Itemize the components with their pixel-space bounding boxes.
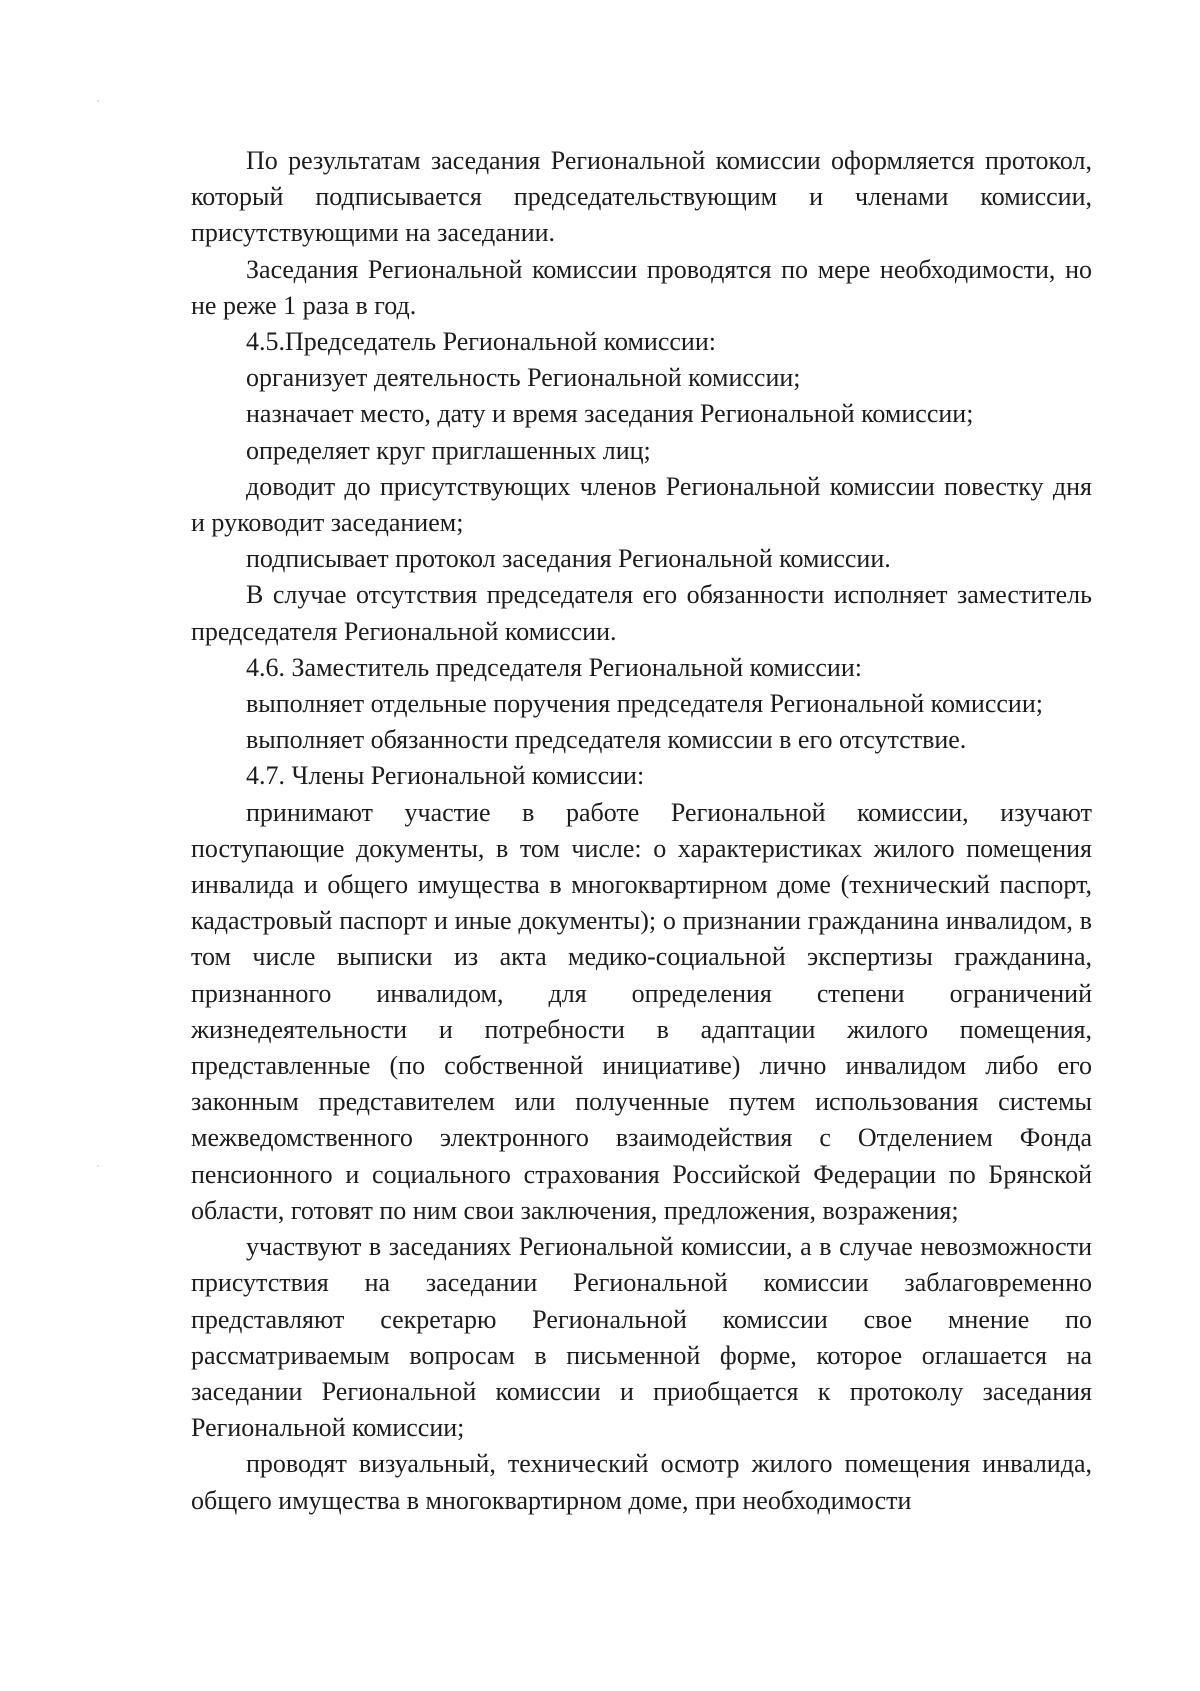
section-heading: 4.5.Председатель Региональной комиссии: bbox=[246, 327, 716, 357]
paragraph: В случае отсутствия председателя его обязанности исполняет заместитель председателя Региональной комиссии. bbox=[191, 580, 1092, 646]
paragraph: По результатам заседания Региональной комиссии оформляется протокол, который подписывается председательствующим и членами комиссии, присутствующими на заседании. bbox=[191, 146, 1092, 248]
scan-speck bbox=[97, 100, 99, 102]
section-heading: 4.7. Члены Региональной комиссии: bbox=[246, 761, 645, 791]
paragraph: участвуют в заседаниях Региональной комиссии, а в случае невозможности присутствия на заседании Региональной комиссии заблаговременно представляют секретарю Региональной комиссии свое мнение по рассматриваемым вопросам в письменной форме, которое оглашается на заседании Региональной комиссии и приобщается к протоколу заседания Региональной комиссии; bbox=[191, 1232, 1092, 1443]
scan-speck bbox=[97, 1165, 99, 1167]
paragraph: выполняет обязанности председателя комиссии в его отсутствие. bbox=[246, 725, 967, 755]
document-body bbox=[191, 143, 1092, 1519]
section-heading: 4.6. Заместитель председателя Региональной комиссии: bbox=[246, 652, 862, 682]
paragraph: выполняет отдельные поручения председателя Региональной комиссии; bbox=[246, 689, 1043, 719]
paragraph: принимают участие в работе Региональной комиссии, изучают поступающие документы, в том числе: о характеристиках жилого помещения инвалида и общего имущества в многоквартирном доме (технический паспорт, кадастровый паспорт и иные документы); о признании гражданина инвалидом, в том числе выписки из акта медико-социальной экспертизы гражданина, признанного инвалидом, для определения степени ограничений жизнедеятельности и потребности в адаптации жилого помещения, представленные (по собственной инициативе) лично инвалидом либо его законным представителем или полученные путем использования системы межведомственного электронного взаимодействия с Отделением Фонда пенсионного и социального страхования Российской Федерации по Брянской области, готовят по ним свои заключения, предложения, возражения; bbox=[191, 797, 1092, 1225]
paragraph: определяет круг приглашенных лиц; bbox=[246, 435, 651, 465]
paragraph: назначает место, дату и время заседания Региональной комиссии; bbox=[246, 399, 974, 429]
paragraph: подписывает протокол заседания Региональной комиссии. bbox=[246, 544, 891, 574]
paragraph: проводят визуальный, технический осмотр жилого помещения инвалида, общего имущества в многоквартирном доме, при необходимости bbox=[191, 1449, 1092, 1515]
paragraph: Заседания Региональной комиссии проводятся по мере необходимости, но не реже 1 раза в год. bbox=[191, 254, 1092, 320]
paragraph: организует деятельность Региональной комиссии; bbox=[246, 363, 801, 393]
paragraph: доводит до присутствующих членов Региональной комиссии повестку дня и руководит заседанием; bbox=[191, 471, 1092, 538]
